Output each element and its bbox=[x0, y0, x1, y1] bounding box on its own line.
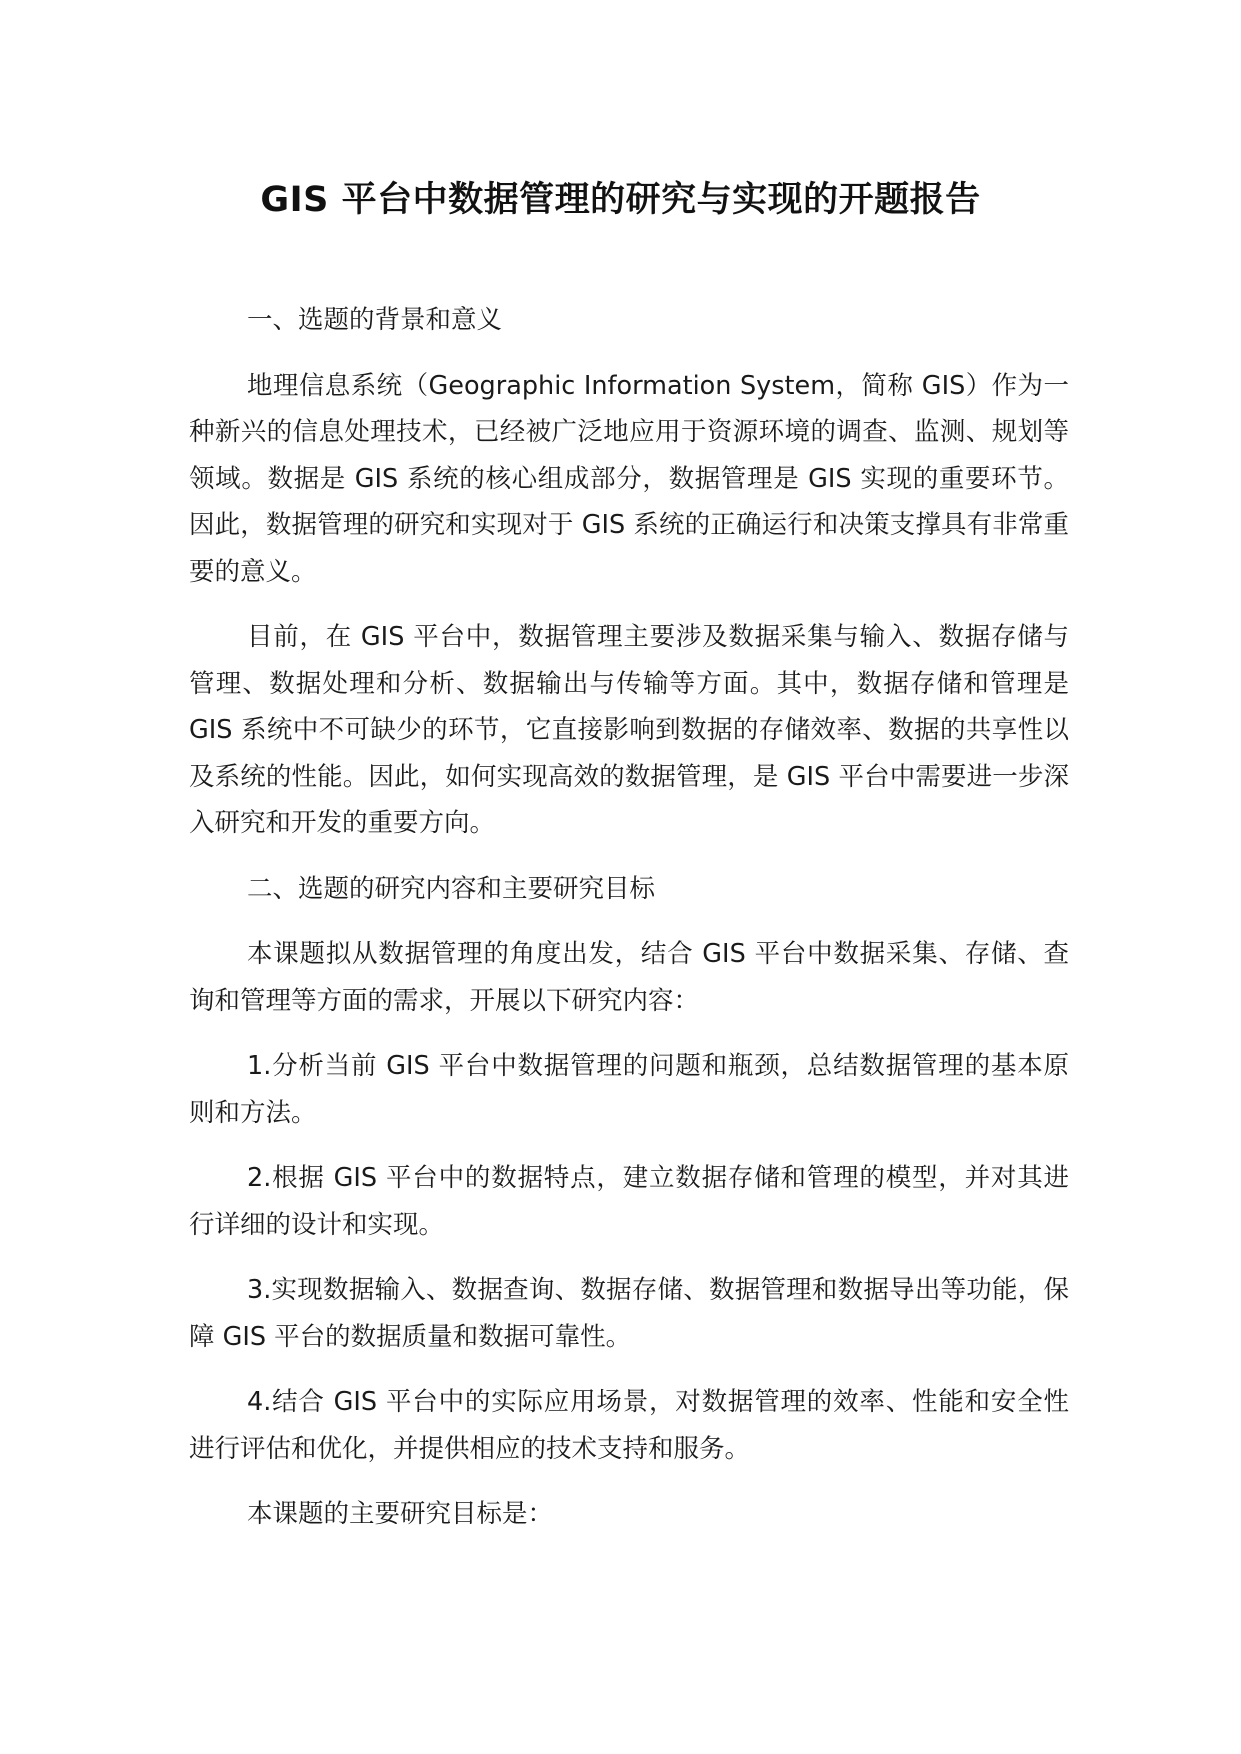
research-item-4: 4.结合 GIS 平台中的实际应用场景，对数据管理的效率、性能和安全性进行评估和优化，并提供相应的技术支持和服务。 bbox=[189, 1387, 1069, 1464]
paragraph-research-intro: 本课题拟从数据管理的角度出发，结合 GIS 平台中数据采集、存储、查询和管理等方面的需求，开展以下研究内容： bbox=[189, 939, 1069, 1016]
section-heading-background: 一、选题的背景和意义 bbox=[247, 305, 503, 335]
research-item-1: 1.分析当前 GIS 平台中数据管理的问题和瓶颈，总结数据管理的基本原则和方法。 bbox=[189, 1051, 1069, 1128]
research-item-3: 3.实现数据输入、数据查询、数据存储、数据管理和数据导出等功能，保障 GIS 平台的数据质量和数据可靠性。 bbox=[189, 1275, 1069, 1352]
document-title: GIS 平台中数据管理的研究与实现的开题报告 bbox=[260, 180, 981, 220]
paragraph-goals-intro: 本课题的主要研究目标是： bbox=[247, 1499, 554, 1529]
paragraph-data-management-status: 目前，在 GIS 平台中，数据管理主要涉及数据采集与输入、数据存储与管理、数据处理和分析、数据输出与传输等方面。其中，数据存储和管理是 GIS 系统中不可缺少的环节，它直接影响到数据的存储效率、数据的共享性以及系统的性能。因此，如何实现高效的数据管理，是 GIS 平台中需要进一步深入研究和开发的重要方向。 bbox=[189, 622, 1069, 838]
research-item-2: 2.根据 GIS 平台中的数据特点，建立数据存储和管理的模型，并对其进行详细的设计和实现。 bbox=[189, 1163, 1069, 1240]
document-body bbox=[189, 297, 1069, 1557]
paragraph-gis-intro: 地理信息系统（Geographic Information System，简称 GIS）作为一种新兴的信息处理技术，已经被广泛地应用于资源环境的调查、监测、规划等领域。数据是 GIS 系统的核心组成部分，数据管理是 GIS 实现的重要环节。因此，数据管理的研究和实现对于 GIS 系统的正确运行和决策支撑具有非常重要的意义。 bbox=[189, 370, 1069, 587]
section-heading-research-content: 二、选题的研究内容和主要研究目标 bbox=[247, 873, 656, 904]
